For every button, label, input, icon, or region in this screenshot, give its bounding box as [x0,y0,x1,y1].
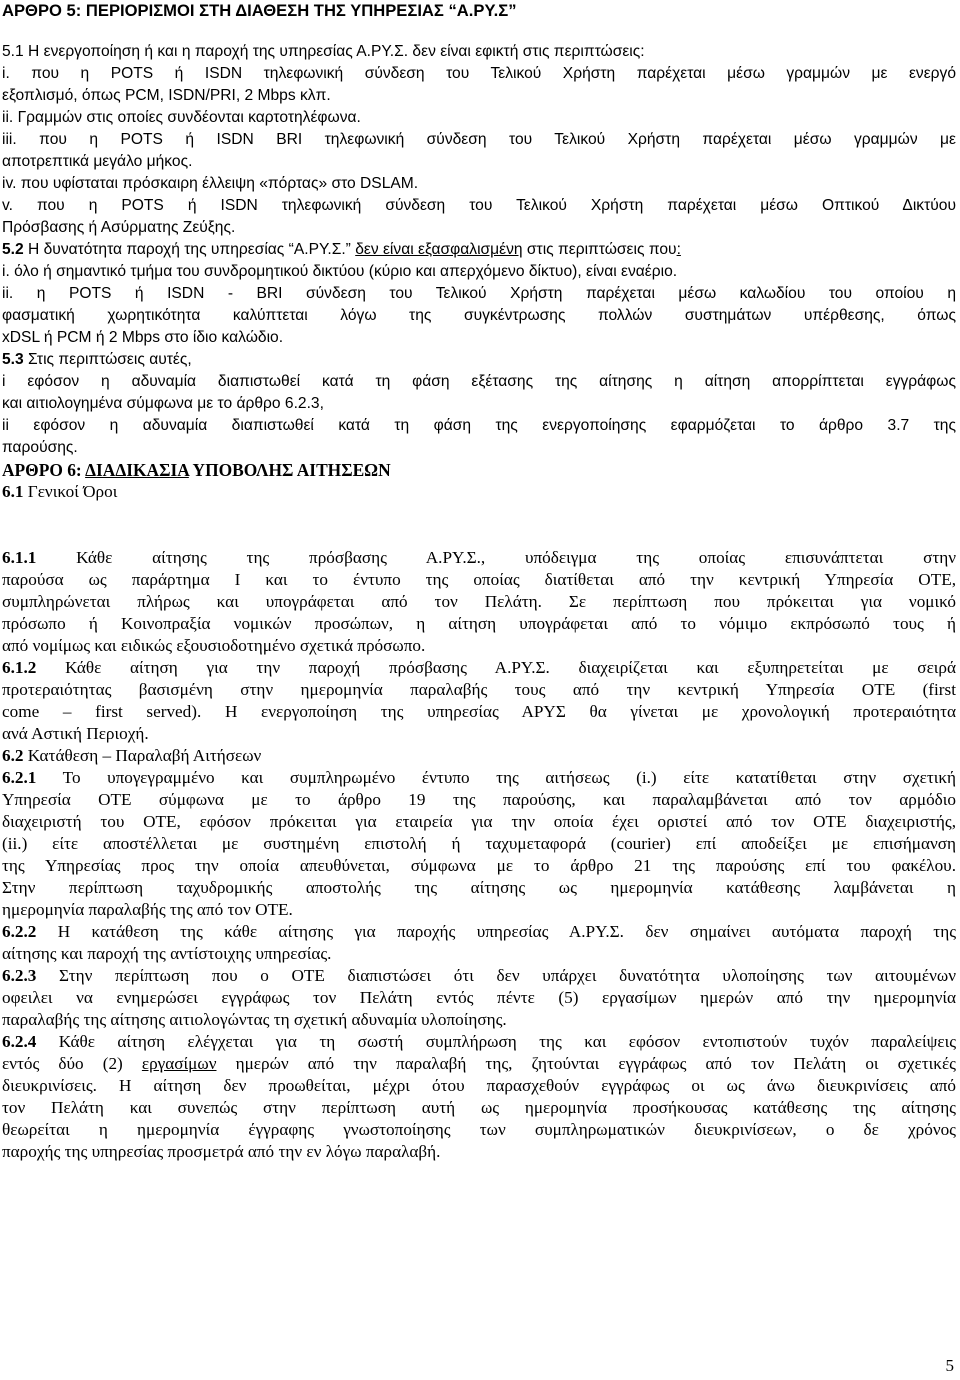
title-underlined: ΔΙΑΔΙΚΑΣΙΑ [85,460,189,480]
section-text: Στις περιπτώσεις αυτές, [23,351,192,368]
section-text: Κάθε αίτησης της πρόσβασης Α.ΡΥ.Σ., υπόδειγμα της οποίας επισυνάπτεται στην [36,548,956,567]
paragraph-line: συμπληρώνεται πλήρως και υπογράφεται από τον Πελάτη. Σε περίπτωση που πρόκειται για νομικό [2,592,956,611]
section-6-2-2 [2,921,956,943]
section-number: 5.1 [2,43,24,60]
paragraph-line [2,1053,956,1075]
underlined-colon: : [676,241,681,258]
paragraph-line: παρούσα ως παράρτημα Ι και το έντυπο της οποίας διατίθεται από την κεντρική Υπηρεσία ΟΤΕ, [2,570,956,589]
paragraph-line: οφειλει να ενημερώσει εγγράφως τον Πελάτη εντός πέντε (5) εργασίμων ημερών από την ημερομηνία [2,988,956,1007]
section-number: 5.2 [2,241,24,258]
list-item: ii εφόσον η αδυναμία διαπιστωθεί κατά τη φάση της ενεργοποίησης εφαρμόζεται το άρθρο 3.7 της [2,417,956,434]
list-item-cont: Πρόσβασης ή Ασύρματης Ζεύξης. [2,219,236,236]
section-number: 6.2.3 [2,966,37,985]
list-item-cont: και αιτιολογημένα σύμφωνα με το άρθρο 6.2.3, [2,395,324,412]
section-text: Κάθε αίτηση ελέγχεται για τη σωστή συμπλήρωση της και εφόσον εντοπιστούν τυχόν παραλείψεις [36,1032,956,1051]
paragraph-line: της Υπηρεσίας προς την οποία απευθύνεται, σύμφωνα με το άρθρο 21 της παρούσης επί του φακέλου. [2,856,956,875]
section-6-1 [2,481,956,503]
line-part-end: ημερών από την παραλαβή της, ζητούνται εγγράφως από τον Πελάτη οι σχετικές [216,1054,956,1073]
list-number: ii. [2,285,14,302]
section-text: Κατάθεση – Παραλαβή Αιτήσεων [23,746,262,765]
paragraph-line: από νομίμως και ειδικώς εξουσιοδοτημένο σχετικά πρόσωπο. [2,636,426,655]
paragraph-line: παροχής της υπηρεσίας προσμετρά από την εν λόγω παραλαβή. [2,1142,441,1161]
article-5-title: ΑΡΘΡΟ 5: ΠΕΡΙΟΡΙΣΜΟΙ ΣΤΗ ΔΙΑΘΕΣΗ ΤΗΣ ΥΠΗΡΕΣΙΑΣ “Α.ΡΥ.Σ” [2,1,517,20]
article-6-title [2,459,956,481]
list-item: i. όλο ή σημαντικό τμήμα του συνδρομητικού δικτύου (κύριο και απερχόμενο δίκτυο), είναι εναέριο. [2,263,678,280]
section-number: 6.2.1 [2,768,37,787]
section-6-1-2 [2,657,956,679]
paragraph-line: τον Πελάτη και συνεπώς στην περίπτωση αυτή ως ημερομηνία προσήκουσας κατάθεσης της αίτησης [2,1098,956,1117]
paragraph-line: ημερομηνία παραλαβής της από τον ΟΤΕ. [2,900,293,919]
title-part: ΑΡΘΡΟ 6: [2,460,86,480]
section-number: 6.1.2 [2,658,37,677]
paragraph-line: Στην περίπτωση ταχυδρομικής αποστολής της αίτησης ως ημερομηνία κατάθεσης λαμβάνεται η [2,878,956,897]
section-text: Το υπογεγραμμένο και συμπληρωμένο έντυπο της αιτήσεως (i.) είτε κατατίθεται στην σχετική [36,768,957,787]
paragraph-line: come – first served). Η ενεργοποίηση της υπηρεσίας ΑΡΥΣ θα γίνεται με χρονολογική προτεραιότητα [2,702,956,721]
section-text: Η κατάθεση της κάθε αίτησης για παροχής υπηρεσίας Α.ΡΥ.Σ. δεν σημαίνει αυτόματα παροχή της [36,922,956,941]
section-5-3 [2,349,956,371]
section-number: 5.3 [2,351,24,368]
underlined-text: δεν είναι εξασφαλισμένη [355,241,523,258]
list-item: i εφόσον η αδυναμία διαπιστωθεί κατά τη φάση εξέτασης της αίτησης η αίτηση απορρίπτεται εγγράφως [2,373,956,390]
paragraph-line: Υπηρεσία ΟΤΕ σύμφωνα με το άρθρο 19 της παρούσης, και παραλαμβάνεται από τον αρμόδιο [2,790,956,809]
line-part: εντός δύο (2) [2,1054,142,1073]
list-item: iv. που υφίσταται πρόσκαιρη έλλειψη «πόρτας» στο DSLAM. [2,175,419,192]
section-number: 6.1.1 [2,548,37,567]
title-part-end: ΥΠΟΒΟΛΗΣ ΑΙΤΗΣΕΩΝ [188,460,391,480]
paragraph-line: παραλαβής της αίτησης αιτιολογώντας τη σχετική αδυναμία υλοποίησης. [2,1010,507,1029]
section-number: 6.2.2 [2,922,37,941]
list-item: ii. Γραμμών στις οποίες συνδέονται καρτοτηλέφωνα. [2,109,361,126]
list-item-cont: εξοπλισμό, όπως PCM, ISDN/PRI, 2 Mbps κλπ. [2,87,331,104]
section-6-2 [2,745,956,767]
section-6-1-1 [2,547,956,569]
paragraph-line: προτεραιότητας βασισμένη στην ημερομηνία παραλαβής τους από την κεντρική Υπηρεσία ΟΤΕ (first [2,680,956,699]
list-item-cont: αποτρεπτικά μεγάλο μήκος. [2,153,193,170]
section-text: Η ενεργοποίηση ή και η παροχή της υπηρεσίας Α.ΡΥ.Σ. δεν είναι εφικτή στις περιπτώσεις: [23,43,645,60]
section-5-2 [2,239,956,261]
section-number: 6.2 [2,746,24,765]
list-item-cont: παρούσης. [2,439,78,456]
section-text-end: στις περιπτώσεις που [522,241,677,258]
section-text: Κάθε αίτηση για την παροχή πρόσβασης Α.ΡΥ.Σ. διαχειρίζεται και εξυπηρετείται με σειρά [36,658,956,677]
section-5-1 [2,41,956,63]
section-number: 6.1 [2,482,24,501]
paragraph-line: θεωρείται η ημερομηνία έγγραφης γνωστοποίησης των συμπληρωματικών διευκρινίσεων, ο δε χρόνος [2,1120,956,1139]
section-6-2-4 [2,1031,956,1053]
list-item: i. που η POTS ή ISDN τηλεφωνική σύνδεση του Τελικού Χρήστη παρέχεται μέσω γραμμών με ενεργό [2,65,956,82]
section-text: Γενικοί Όροι [23,482,118,501]
list-item: iii. που η POTS ή ISDN BRI τηλεφωνική σύνδεση του Τελικού Χρήστη παρέχεται μέσω γραμμών με [2,131,956,148]
paragraph-line: διαχειριστή του ΟΤΕ, εφόσον πρόκειται για εταιρεία για την οποία έχει οριστεί από τον ΟΤΕ διαχειριστής, [2,812,956,831]
paragraph-line: διευκρινίσεις. Η αίτηση δεν προωθείται, μέχρι ότου παρασχεθούν εγγράφως οι ως άνω διευκρινίσεις από [2,1076,956,1095]
section-text: Στην περίπτωση που ο ΟΤΕ διαπιστώσει ότι δεν υπάρχει δυνατότητα υλοποίησης των αιτουμένων [36,966,956,985]
page-number: 5 [945,1356,954,1375]
section-text: Η δυνατότητα παροχή της υπηρεσίας “Α.ΡΥ.Σ.” [23,241,356,258]
list-item: v. που η POTS ή ISDN τηλεφωνική σύνδεση του Τελικού Χρήστη παρέχεται μέσω Οπτικού Δικτύου [2,197,956,214]
list-text: η POTS ή ISDN - BRI σύνδεση του Τελικού Χρήστη παρέχεται μέσω καλωδίου του οποίου η [13,285,956,302]
paragraph-line: πρόσωπο ή Κοινοπραξία νομικών προσώπων, η αίτηση υπογράφεται από το νόμιμο εκπρόσωπό τους ή [2,614,956,633]
list-item [2,283,956,305]
list-item-cont: φασματική χωρητικότητα καλύπτεται λόγω της συγκέντρωσης πολλών συστημάτων υπέρθεσης, όπως [2,307,956,324]
list-item-cont: xDSL ή PCM ή 2 Mbps στο ίδιο καλώδιο. [2,329,284,346]
underlined-text: εργασίμων [141,1054,217,1073]
paragraph-line: ανά Αστική Περιοχή. [2,724,149,743]
section-6-2-3 [2,965,956,987]
section-6-2-1 [2,767,956,789]
paragraph-line: αίτησης και παροχή της αντίστοιχης υπηρεσίας. [2,944,332,963]
section-number: 6.2.4 [2,1032,37,1051]
paragraph-line: (ii.) είτε αποστέλλεται με συστημένη επιστολή ή ταχυμεταφορά (courier) επί αποδείξει με επισήμανση [2,834,956,853]
